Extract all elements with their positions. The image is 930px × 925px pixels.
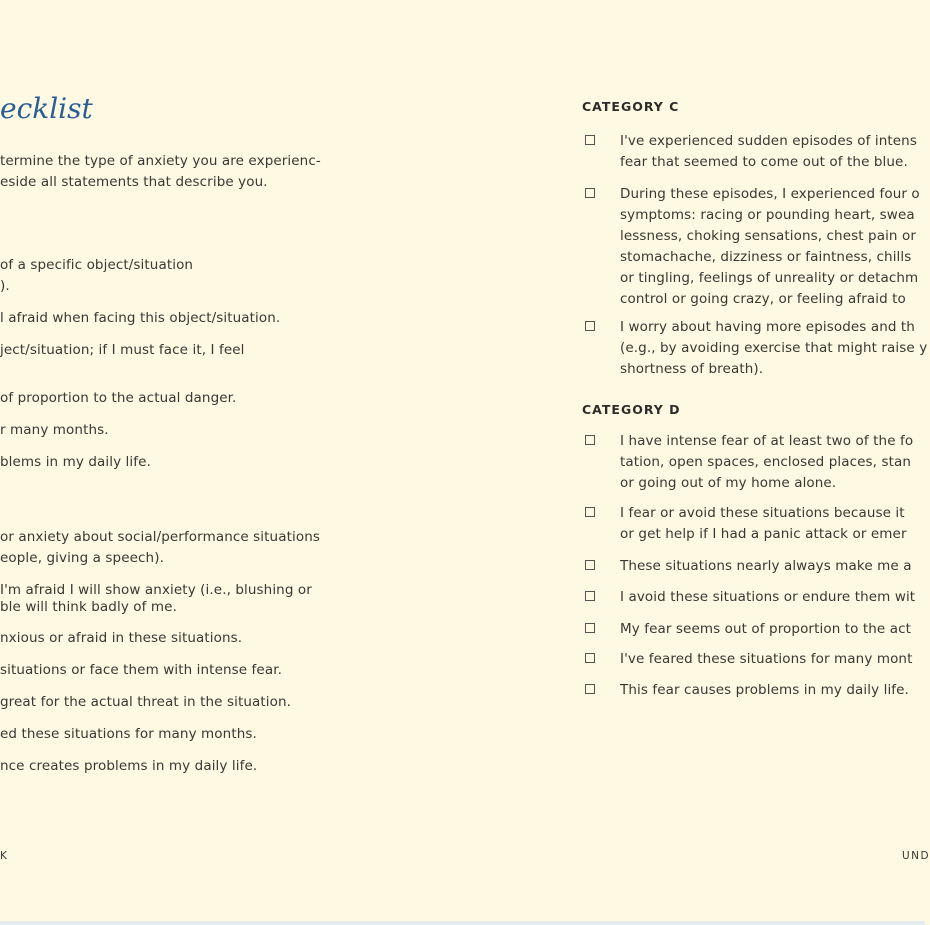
checkbox[interactable] xyxy=(585,435,595,445)
checklist-text: nxious or afraid in these situations. xyxy=(0,630,243,646)
checklist-text: control or going crazy, or feeling afraid to xyxy=(620,291,906,307)
checkbox[interactable] xyxy=(585,560,595,570)
checklist-text: r many months. xyxy=(0,422,109,438)
checklist-text: ject/situation; if I must face it, I feel xyxy=(0,342,245,358)
checkbox[interactable] xyxy=(585,684,595,694)
checklist-text: During these episodes, I experienced four o xyxy=(620,186,920,202)
checkbox[interactable] xyxy=(585,321,595,331)
checkbox[interactable] xyxy=(585,507,595,517)
checklist-text: My fear seems out of proportion to the act xyxy=(620,621,912,637)
category-c-heading: CATEGORY C xyxy=(582,99,680,114)
checklist-text: stomachache, dizziness or faintness, chills xyxy=(620,249,912,265)
checkbox[interactable] xyxy=(585,623,595,633)
checklist-text: or going out of my home alone. xyxy=(620,475,837,491)
checklist-text: blems in my daily life. xyxy=(0,454,151,470)
page-footer: K xyxy=(0,850,9,862)
checkbox[interactable] xyxy=(585,135,595,145)
checklist-text: situations or face them with intense fear. xyxy=(0,662,282,678)
page-title: ecklist xyxy=(0,92,93,125)
checklist-text: symptoms: racing or pounding heart, swea xyxy=(620,207,915,223)
checklist-text: ). xyxy=(0,278,10,294)
checklist-text: I've experienced sudden episodes of intens xyxy=(620,133,917,149)
checklist-text: I'm afraid I will show anxiety (i.e., blushing or xyxy=(0,582,312,598)
checklist-text: great for the actual threat in the situation. xyxy=(0,694,292,710)
checklist-text: (e.g., by avoiding exercise that might raise y xyxy=(620,340,928,356)
checkbox[interactable] xyxy=(585,188,595,198)
page-footer: UND xyxy=(902,850,930,862)
right-page xyxy=(460,0,930,925)
checklist-text: ed these situations for many months. xyxy=(0,726,257,742)
checklist-text: or anxiety about social/performance situations xyxy=(0,529,320,545)
intro-line: eside all statements that describe you. xyxy=(0,174,268,190)
checklist-text: tation, open spaces, enclosed places, stan xyxy=(620,454,911,470)
checklist-text: This fear causes problems in my daily life. xyxy=(620,682,909,698)
checklist-text: I worry about having more episodes and th xyxy=(620,319,915,335)
checklist-text: or get help if I had a panic attack or emer xyxy=(620,526,907,542)
left-page xyxy=(0,0,460,925)
checklist-text: I've feared these situations for many mont xyxy=(620,651,913,667)
checklist-text: of a specific object/situation xyxy=(0,257,194,273)
checklist-text: lessness, choking sensations, chest pain or xyxy=(620,228,916,244)
checklist-text: These situations nearly always make me a xyxy=(620,558,912,574)
checkbox[interactable] xyxy=(585,653,595,663)
checklist-text: or tingling, feelings of unreality or detachm xyxy=(620,270,919,286)
checklist-text: I have intense fear of at least two of the fo xyxy=(620,433,914,449)
checklist-text: I fear or avoid these situations because it xyxy=(620,505,905,521)
checklist-text: nce creates problems in my daily life. xyxy=(0,758,258,774)
checklist-text: fear that seemed to come out of the blue. xyxy=(620,154,908,170)
checklist-text: of proportion to the actual danger. xyxy=(0,390,237,406)
checklist-text: I avoid these situations or endure them wit xyxy=(620,589,916,605)
category-d-heading: CATEGORY D xyxy=(582,402,681,417)
checklist-text: l afraid when facing this object/situation. xyxy=(0,310,281,326)
checkbox[interactable] xyxy=(585,591,595,601)
checklist-text: eople, giving a speech). xyxy=(0,550,164,566)
checklist-text: shortness of breath). xyxy=(620,361,764,377)
checklist-text: ble will think badly of me. xyxy=(0,599,177,615)
intro-line: termine the type of anxiety you are experienc- xyxy=(0,153,321,169)
page-edge xyxy=(0,921,925,925)
